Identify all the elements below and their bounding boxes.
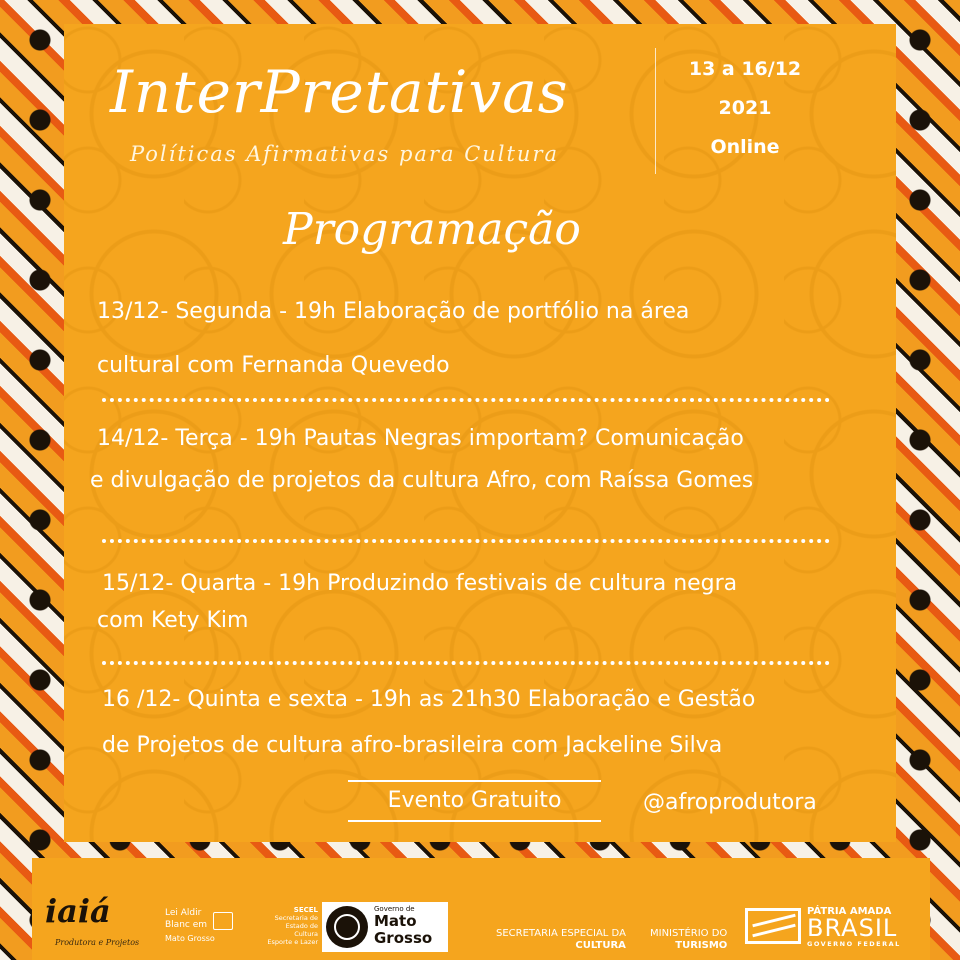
brasil-governo-federal-logo (745, 906, 903, 948)
min-turismo-line1: MINISTÉRIO DO (650, 928, 728, 939)
brasil-wordmark: BRASIL (807, 914, 898, 942)
instagram-handle: @afroprodutora (643, 790, 817, 815)
schedule-item-4-line1: 16 /12- Quinta e sexta - 19h as 21h30 Elaboração e Gestão (102, 687, 756, 712)
sec-cultura-line2: CULTURA (575, 940, 626, 951)
header-divider (655, 48, 656, 174)
mt-name-line1: Mato (374, 912, 417, 930)
event-format: Online (710, 136, 780, 158)
dotted-divider (102, 539, 830, 543)
lab-line3: Mato Grosso (165, 934, 215, 943)
governo-mato-grosso-logo (322, 902, 448, 952)
state-seal-icon (326, 906, 368, 948)
lab-line2: Blanc em (165, 920, 208, 930)
free-label-top-rule (348, 780, 601, 782)
event-subtitle: Políticas Afirmativas para Cultura (130, 142, 560, 166)
min-turismo-line2: TURISMO (675, 940, 728, 951)
event-info (680, 50, 810, 167)
mt-governo-label: Governo de (374, 905, 415, 913)
event-year: 2021 (718, 97, 772, 119)
schedule-item-4-line2: de Projetos de cultura afro-brasileira com Jackeline Silva (102, 733, 723, 758)
secel-line2: Secretaria de (274, 914, 318, 922)
brasil-top-label: PÁTRIA AMADA (807, 906, 892, 917)
brasil-bottom-label: GOVERNO FEDERAL (807, 940, 901, 948)
secretaria-cultura-logo (496, 928, 626, 952)
event-dates: 13 a 16/12 (688, 58, 802, 80)
schedule-item-3-line1: 15/12- Quarta - 19h Produzindo festivais de cultura negra (102, 571, 738, 596)
schedule-item-2-line2: e divulgação de projetos da cultura Afro, com Raíssa Gomes (90, 468, 754, 493)
ministerio-turismo-logo (650, 928, 727, 952)
dotted-divider (102, 398, 830, 402)
schedule-item-3-line2: com Kety Kim (97, 608, 249, 633)
schedule-item-1-line2: cultural com Fernanda Quevedo (97, 353, 450, 378)
iaia-logo: iaiá (45, 892, 111, 930)
secel-line3: Estado de Cultura (285, 922, 318, 938)
mt-name-line2: Grosso (374, 929, 433, 947)
sec-cultura-line1: SECRETARIA ESPECIAL DA (496, 928, 626, 939)
lab-line1: Lei Aldir (165, 908, 202, 918)
secel-logo (262, 906, 318, 946)
secel-line4: Esporte e Lazer (267, 938, 318, 946)
event-title: InterPretativas (110, 58, 569, 126)
secel-acronym: SECEL (293, 906, 318, 914)
iaia-tagline: Produtora e Projetos (55, 938, 140, 947)
dotted-divider (102, 661, 830, 665)
free-label-bottom-rule (348, 820, 601, 822)
schedule-item-2-line1: 14/12- Terça - 19h Pautas Negras importam? Comunicação (97, 426, 744, 451)
book-icon (213, 912, 233, 930)
lei-aldir-blanc-logo (165, 908, 235, 946)
free-event-label: Evento Gratuito (387, 788, 562, 813)
program-heading: Programação (283, 204, 581, 255)
brasil-flag-icon (745, 908, 801, 944)
schedule-item-1-line1: 13/12- Segunda - 19h Elaboração de portfólio na área (97, 299, 690, 324)
mt-name (374, 913, 432, 947)
